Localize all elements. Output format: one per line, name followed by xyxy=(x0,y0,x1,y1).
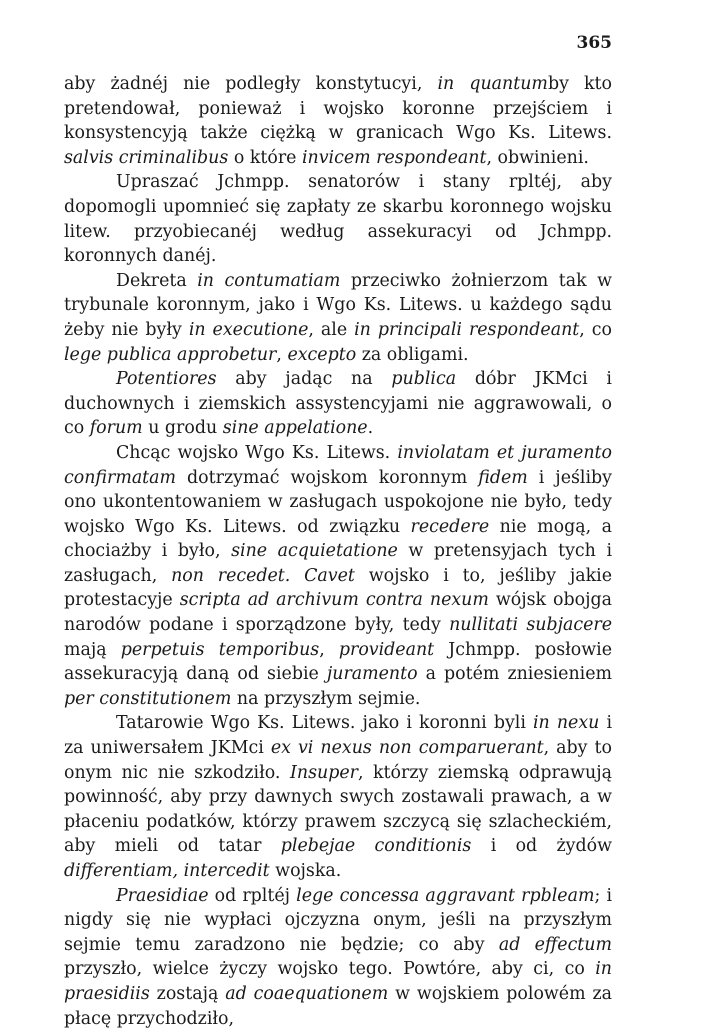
text-run: i za uniwersałem JKMci xyxy=(64,713,613,759)
text-run: u grodu xyxy=(142,418,223,439)
text-run: dotrzymać wojskom koronnym xyxy=(176,467,479,488)
page-number: 365 xyxy=(576,33,612,53)
paragraph xyxy=(64,170,612,268)
italic-phrase: Potentiores xyxy=(116,369,217,390)
italic-phrase: publica xyxy=(391,369,457,390)
italic-phrase: inviolatam et juramento confirmatam xyxy=(64,442,612,488)
paragraph xyxy=(64,884,612,1031)
italic-phrase: in principali respondeant xyxy=(354,319,580,340)
text-run: i jeśliby ono ukontentowaniem w zasługach uspokojone nie było, tedy wojsko Wgo Ks. Litews. od związku xyxy=(64,467,612,537)
text-run: Upraszać Jchmpp. senatorów i stany rpltéj, aby dopomogli upomnieć się zapłaty ze skarbu koronnego wojsku litew. przyobiecanéj według assekuracyi od Jchmpp. koronnych danéj. xyxy=(64,172,612,267)
text-run: aby żadnéj nie podległy konstytucyi, xyxy=(64,74,438,94)
paragraph xyxy=(64,72,612,170)
paragraph xyxy=(64,269,612,367)
text-run: dóbr JKMci i duchownych i ziemskich assystencyjami nie aggrawowali, o co xyxy=(64,369,612,439)
italic-phrase: in nexu xyxy=(533,713,600,734)
text-run: i od żydów xyxy=(471,836,612,857)
italic-phrase: differentiam, intercedit xyxy=(64,861,270,881)
text-run: o które xyxy=(228,147,302,168)
text-run: mają xyxy=(64,639,121,660)
italic-phrase: scripta ad archivum contra nexum xyxy=(179,590,489,611)
italic-phrase: ex vi nexus non comparuerant xyxy=(270,738,544,759)
paragraph xyxy=(64,711,612,883)
text-run: , xyxy=(276,344,288,365)
italic-phrase: sine acquietatione xyxy=(231,541,398,562)
text-run: Tatarowie Wgo Ks. Litews. jako i koronni byli xyxy=(116,713,533,734)
text-run: Chcąc wojsko Wgo Ks. Litews. xyxy=(116,442,398,463)
italic-phrase: per constitutionem xyxy=(64,688,232,709)
text-body xyxy=(64,72,612,1031)
text-run: za obligami. xyxy=(356,344,469,365)
text-run: ; i nigdy się nie wypłaci ojczyzna onym, jeśli na przyszłym sejmie temu zaradzono nie będzie; co aby xyxy=(64,885,613,955)
text-run: aby jadąc na xyxy=(216,369,392,390)
italic-phrase: nullitati subjacere xyxy=(449,615,612,636)
paragraph xyxy=(64,367,612,441)
text-run: w pretensyjach tych i zasługach, xyxy=(64,541,613,586)
text-run: , ale xyxy=(308,319,355,340)
italic-phrase: lege concessa aggravant rpbleam xyxy=(296,885,595,906)
italic-phrase: plebejae conditionis xyxy=(280,836,472,857)
italic-phrase: juramento xyxy=(326,664,418,685)
italic-phrase: in quantum xyxy=(437,74,548,94)
text-run: by kto pretendował, ponieważ i wojsko koronne przejściem i konsystencyją także ciężką w granicach Wgo Ks. Litews. xyxy=(64,74,613,144)
text-run: , obwinieni. xyxy=(486,147,589,168)
italic-phrase: fidem xyxy=(478,467,528,488)
italic-phrase: non recedet. Cavet xyxy=(171,565,355,586)
italic-phrase: sine appelatione xyxy=(222,418,368,439)
italic-phrase: ad effectum xyxy=(498,934,612,955)
text-run: , aby to onym nic nie szkodziło. xyxy=(64,738,612,783)
text-run: , którzy ziemską odprawują powinność, aby przy dawnych swych zostawali prawach, a w płaceniu podatków, którzy prawem szczycą się szlacheckiém, aby mieli od tatar xyxy=(64,762,612,857)
text-run: Dekreta xyxy=(116,270,198,291)
italic-phrase: recedere xyxy=(410,516,490,537)
italic-phrase: perpetuis temporibus xyxy=(120,639,320,660)
text-run: . xyxy=(367,418,374,439)
italic-phrase: in praesidiis xyxy=(64,959,612,1004)
text-run: przeciwko żołnierzom tak w trybunale koronnym, jako i Wgo Ks. Litews. u każdego sądu żeby nie były xyxy=(64,270,612,340)
text-run: , xyxy=(319,639,339,660)
document-page xyxy=(64,30,612,1031)
italic-phrase: ad coaequationem xyxy=(225,983,389,1004)
text-run: , co xyxy=(579,319,612,340)
italic-phrase: provideant xyxy=(338,639,435,660)
text-run: od rpltéj xyxy=(208,885,297,906)
italic-phrase: in contumatiam xyxy=(197,270,341,291)
text-run: nie mogą, a chociażby i było, xyxy=(64,516,612,562)
text-run: na przyszłym sejmie. xyxy=(231,688,421,709)
paragraph xyxy=(64,441,612,712)
text-run: w wojskiem polowém za płacę przychodziło, xyxy=(64,983,613,1029)
italic-phrase: forum xyxy=(89,418,143,439)
italic-phrase: in executione xyxy=(188,319,309,340)
text-run: Jchmpp. posłowie assekuracyją daną od siebie xyxy=(64,639,612,685)
text-run: a potém zniesieniem xyxy=(417,664,612,685)
italic-phrase: lege publica approbetur xyxy=(64,344,277,365)
italic-phrase: Praesidiae xyxy=(116,885,209,906)
text-run: wójsk obojga narodów podane i sporządzone były, tedy xyxy=(64,590,612,636)
italic-phrase: invicem respondeant xyxy=(301,147,487,168)
italic-phrase: salvis criminalibus xyxy=(64,147,229,168)
text-run: przyszło, wielce życzy wojsko tego. Powtóre, aby ci, co xyxy=(64,959,596,980)
text-run: wojsko i to, jeśliby jakie protestacyje xyxy=(64,565,612,611)
text-run: wojska. xyxy=(269,861,342,881)
text-run: zostają xyxy=(149,983,226,1004)
italic-phrase: Insuper xyxy=(290,762,358,783)
italic-phrase: excepto xyxy=(287,344,357,365)
